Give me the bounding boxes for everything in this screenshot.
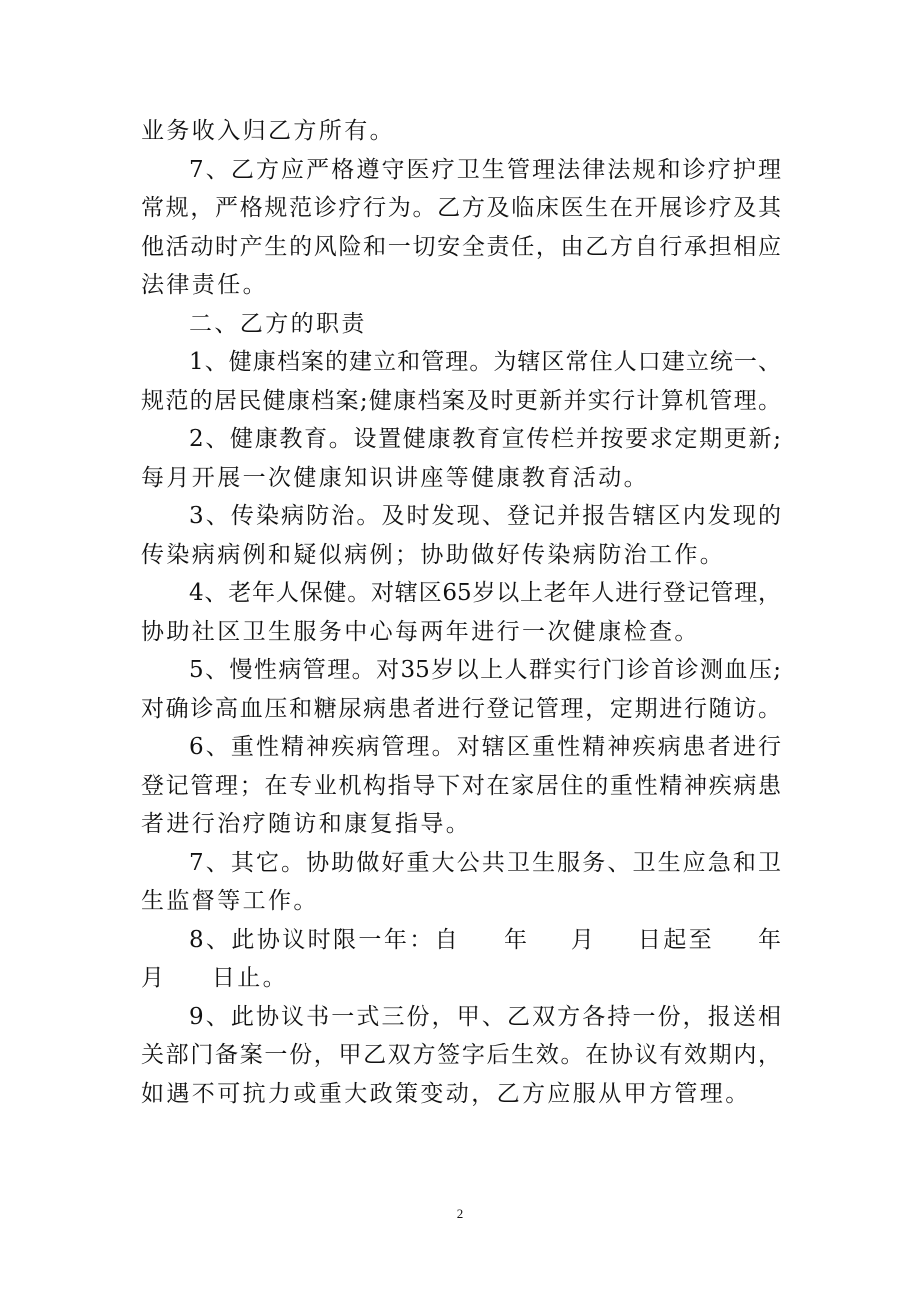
paragraph-line: 4、老年人保健。对辖区65岁以上老年人进行登记管理，: [189, 580, 781, 606]
paragraph-line: 传染病病例和疑似病例；协助做好传染病防治工作。: [141, 541, 726, 568]
paragraph-line: 业务收入归乙方所有。: [141, 118, 395, 144]
paragraph-line: 每月开展一次健康知识讲座等健康教育活动。: [141, 464, 649, 491]
agreement-term-line-2: [141, 959, 781, 998]
paragraph-line: 生监督等工作。: [141, 888, 319, 914]
term-day-end: 日止。: [211, 965, 289, 991]
paragraph-line: 对确诊高血压和糖尿病患者进行登记管理，定期进行随访。: [141, 695, 781, 722]
paragraph-line: 7、其它。协助做好重大公共卫生服务、卫生应急和卫: [189, 849, 781, 876]
document-body: [141, 112, 781, 1113]
paragraph-line: 如遇不可抗力或重大政策变动，乙方应服从甲方管理。: [141, 1080, 751, 1107]
paragraph-line: 他活动时产生的风险和一切安全责任，由乙方自行承担相应: [141, 233, 781, 260]
paragraph-line: 2、健康教育。设置健康教育宣传栏并按要求定期更新;: [189, 426, 781, 452]
paragraph-line: 1、健康档案的建立和管理。为辖区常住人口建立统一、: [189, 349, 781, 375]
paragraph-line: 9、此协议书一式三份，甲、乙双方各持一份，报送相: [189, 1003, 781, 1030]
paragraph-line: 法律责任。: [141, 272, 268, 298]
paragraph-line: 者进行治疗随访和康复指导。: [141, 811, 472, 837]
page-number: 2: [456, 1206, 464, 1221]
paragraph-line: 6、重性精神疾病管理。对辖区重性精神疾病患者进行: [189, 734, 781, 760]
paragraph-line: 3、传染病防治。及时发现、登记并报告辖区内发现的: [189, 503, 781, 529]
paragraph-line: 7、乙方应严格遵守医疗卫生管理法律法规和诊疗护理: [189, 156, 781, 183]
term-year-end: 年: [758, 926, 781, 953]
term-prefix: 8、此协议时限一年：自: [189, 926, 461, 953]
paragraph-line: 5、慢性病管理。对35岁以上人群实行门诊首诊测血压;: [189, 657, 781, 683]
paragraph-line: 协助社区卫生服务中心每两年进行一次健康检查。: [141, 618, 700, 645]
agreement-term-line: [141, 921, 781, 960]
paragraph-line: 关部门备案一份，甲乙双方签字后生效。在协议有效期内，: [141, 1042, 781, 1068]
term-month-end: 月: [141, 965, 167, 991]
paragraph-line: 登记管理；在专业机构指导下对在家居住的重性精神疾病患: [141, 772, 781, 799]
section-heading: 二、乙方的职责: [189, 310, 367, 337]
term-day-start: 日起至: [637, 926, 715, 953]
term-year-start: 年: [503, 926, 527, 953]
term-month-start: 月: [570, 926, 594, 953]
paragraph-line: 常规，严格规范诊疗行为。乙方及临床医生在开展诊疗及其: [141, 195, 781, 221]
paragraph-line: 规范的居民健康档案;健康档案及时更新并实行计算机管理。: [141, 387, 781, 414]
